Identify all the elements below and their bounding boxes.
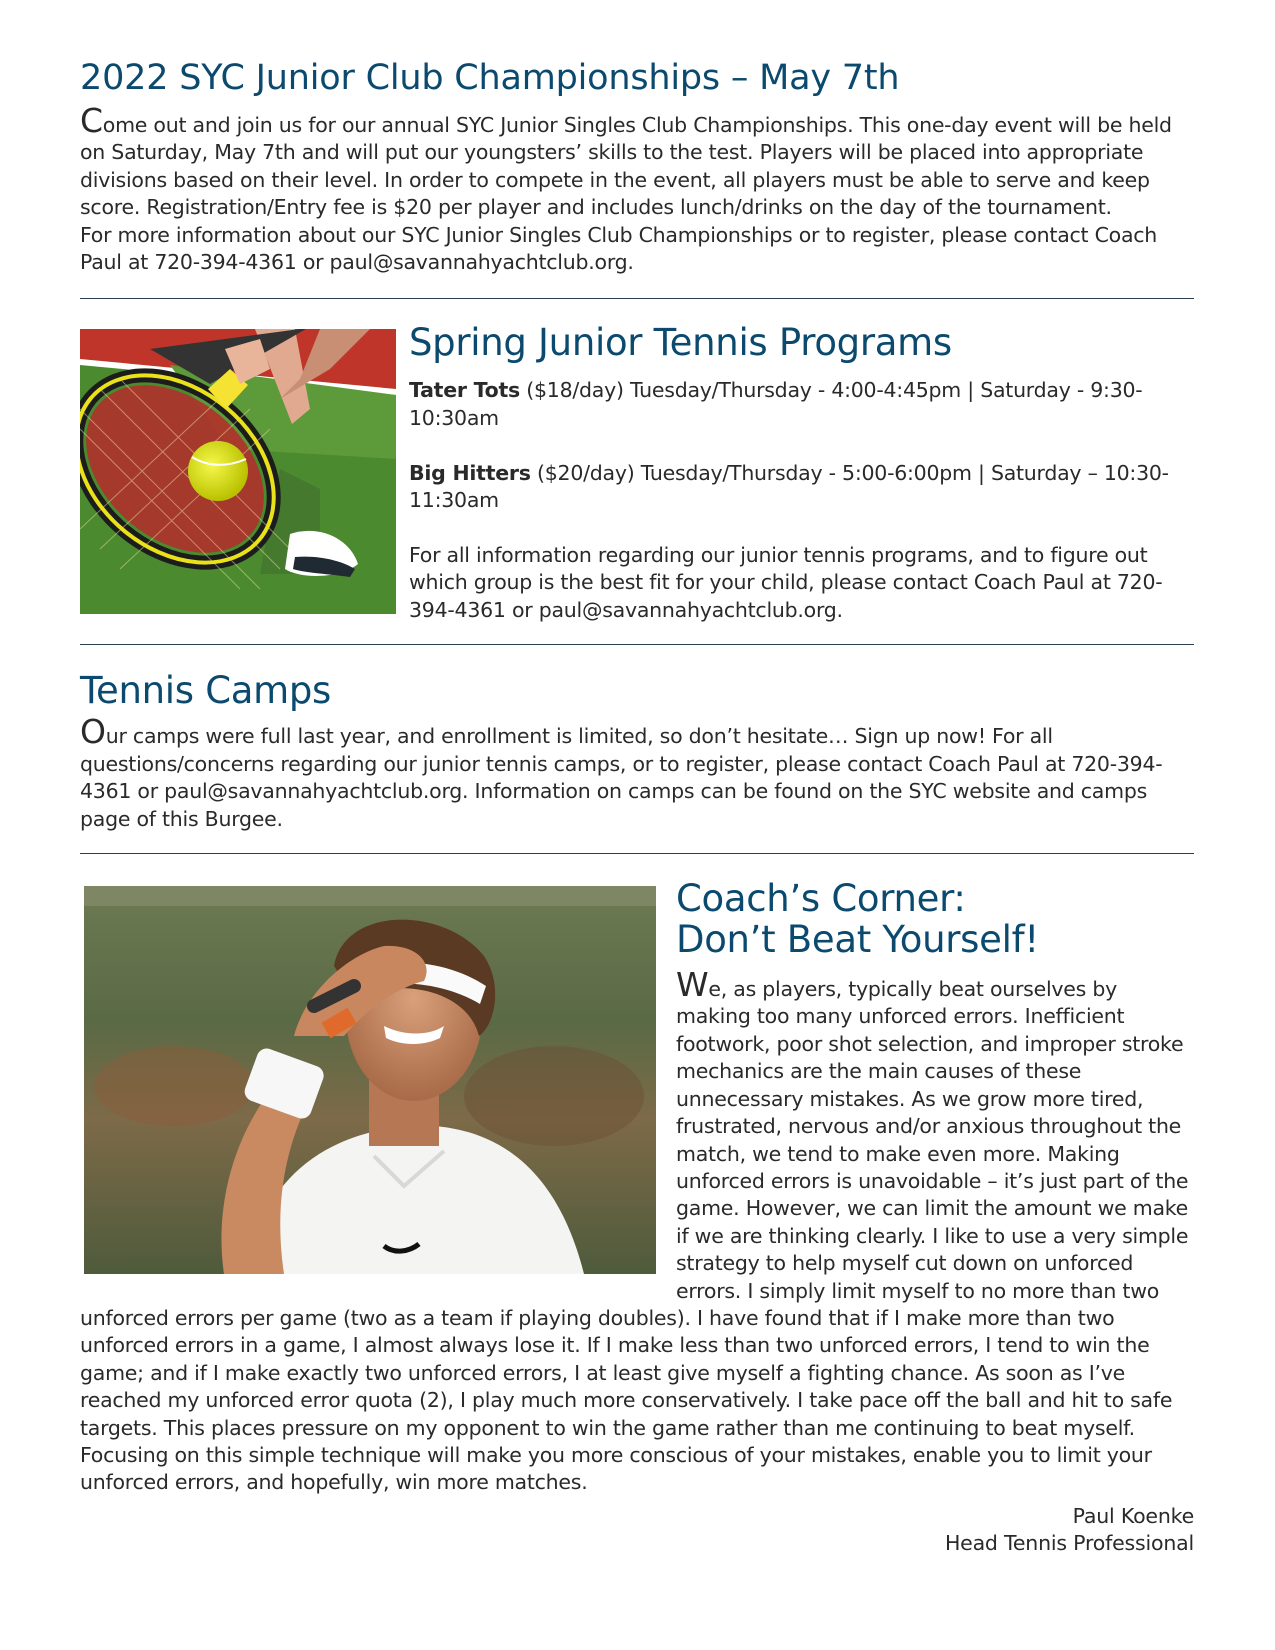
section-divider (80, 644, 1194, 645)
big-hitters-name: Big Hitters (409, 460, 531, 485)
coach-corner-title-line2: Don’t Beat Yourself! (676, 918, 1039, 962)
programs-title: Spring Junior Tennis Programs (409, 321, 952, 365)
tater-tots-name: Tater Tots (409, 378, 520, 403)
camps-body-text: ur camps were full last year, and enrollment is limited, so don’t hesitate… Sign up now! For all questions/concerns regarding our junior tennis camps, or to register, please contact Coach Paul at 720-394-4361 or paul@savannahyachtclub.org. Information on camps can be found on the SYC website and camps page of this Burgee. (80, 724, 1163, 831)
camps-body (80, 712, 1194, 833)
tennis-racket-photo (80, 329, 396, 614)
camps-title: Tennis Camps (80, 669, 332, 713)
championships-body-text: ome out and join us for our annual SYC Junior Singles Club Championships. This one-day event will be held on Saturday, May 7th and will put our youngsters’ skills to the test. Players will be placed into appropriate divisions based on their level. In order to compete in the event, all players must be able to serve and keep score. Registration/Entry fee is $20 per player and includes lunch/drinks on the day of the tournament. (80, 113, 1172, 220)
big-hitters-program (409, 460, 1194, 515)
championships-title: 2022 SYC Junior Club Championships – May 7th (80, 58, 900, 98)
signature-title: Head Tennis Professional (944, 1531, 1194, 1556)
signature-name: Paul Koenke (1072, 1503, 1194, 1528)
frustrated-player-photo (84, 886, 656, 1274)
coach-corner-section (80, 854, 1194, 1558)
coach-corner-title-line1: Coach’s Corner: (676, 877, 966, 921)
programs-text (409, 321, 1194, 624)
coach-corner-body-text: e, as players, typically beat ourselves by making too many unforced errors. Inefficient footwork, poor shot selection, and improper stroke mechanics are the main causes of these unnecessary mistakes. As we grow more tired, frustrated, nervous and/or anxious throughout the match, we tend to make even more. Making unforced errors is unavoidable – it’s just part of the game. However, we can limit the amount we make if we are thinking clearly. I like to use a very simple strategy to help myself cut down on unforced errors. I simply limit myself to no more than two unforced errors per game (two as a team if playing doubles). I have found that if I make more than two unforced errors in a game, I almost always lose it. If I make less than two unforced errors, I tend to win the game; and if I make exactly two unforced errors, I at least give myself a fighting chance. As soon as I’ve reached my unforced error quota (2), I play much more conservatively. I take pace off the ball and hit to safe targets. This places pressure on my opponent to win the game rather than me continuing to beat myself. Focusing on this simple technique will make you more conscious of your mistakes, enable you to limit your unforced errors, and hopefully, win more matches. (80, 977, 1189, 1495)
programs-section (80, 299, 1194, 649)
signature (80, 1497, 1194, 1558)
tater-tots-program (409, 377, 1194, 432)
programs-contact: For all information regarding our junior tennis programs, and to figure out which group is the best fit for your child, please contact Coach Paul at 720-394-4361 or paul@savannahyachtclub.org. (409, 542, 1163, 622)
newsletter-page (80, 52, 1194, 1558)
camps-section (80, 649, 1194, 854)
dropcap: O (80, 712, 106, 752)
championships-body (80, 101, 1194, 222)
championships-section (80, 52, 1194, 299)
dropcap: C (80, 101, 103, 140)
dropcap: W (676, 965, 709, 1005)
championships-contact: For more information about our SYC Junior Singles Club Championships or to register, please contact Coach Paul at 720-394-4361 or paul@savannahyachtclub.org. (80, 222, 1158, 275)
tater-tots-details: ($18/day) Tuesday/Thursday - 4:00-4:45pm | Saturday - 9:30-10:30am (409, 378, 1143, 430)
big-hitters-details: ($20/day) Tuesday/Thursday - 5:00-6:00pm | Saturday – 10:30-11:30am (409, 460, 1169, 513)
